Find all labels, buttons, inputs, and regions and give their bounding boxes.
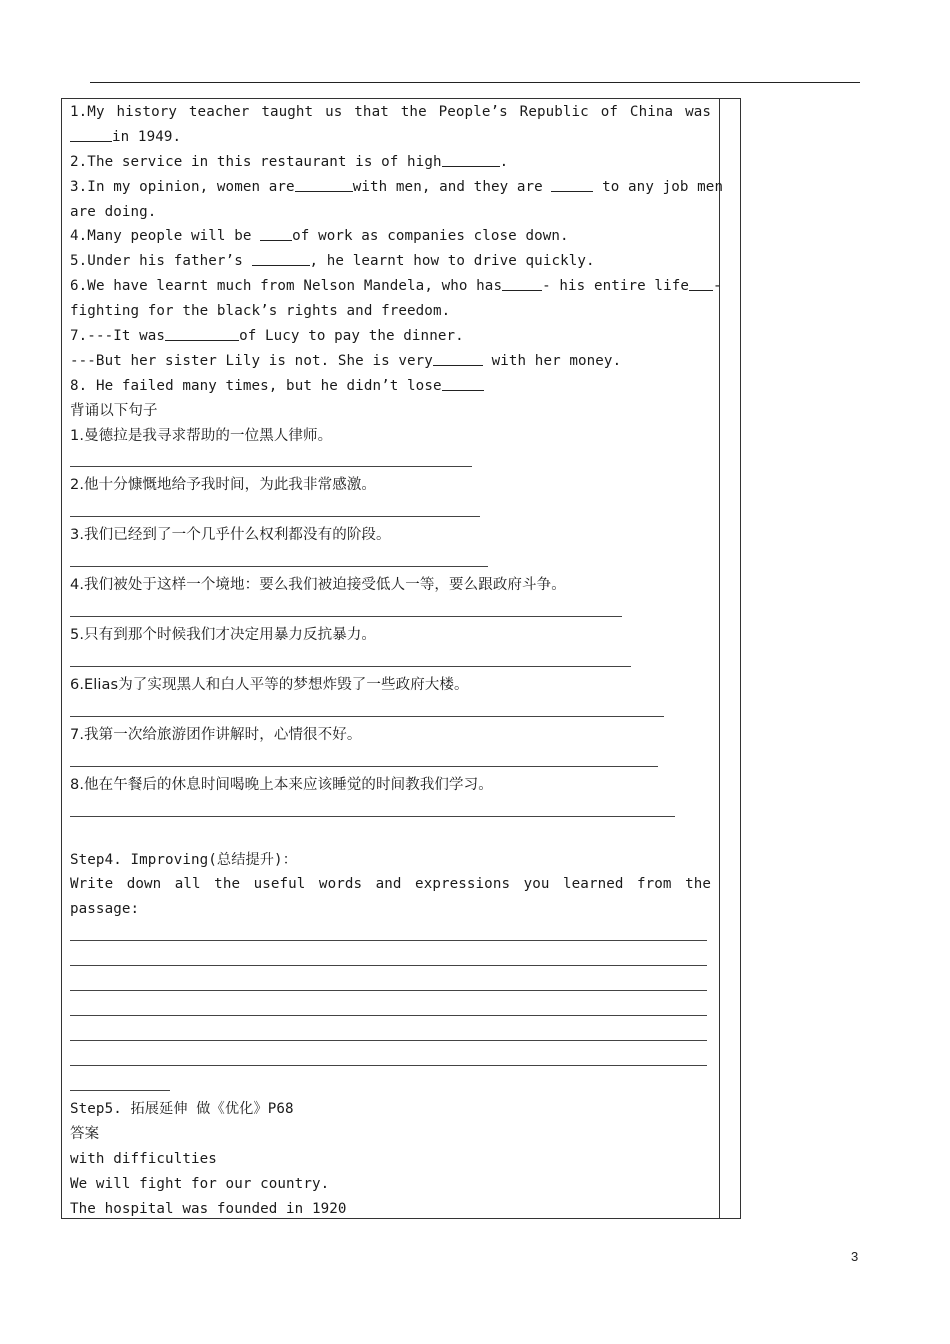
exercise-sentence-5: 5.Under his father’s , he learnt how to drive quickly. bbox=[70, 253, 595, 270]
answer-line[interactable] bbox=[70, 498, 711, 523]
answer-line[interactable] bbox=[70, 1022, 711, 1047]
exercise-sentence-4: 4.Many people will be of work as companies close down. bbox=[70, 228, 569, 245]
table-column-divider bbox=[719, 98, 720, 1219]
fill-blank[interactable] bbox=[260, 226, 292, 241]
fill-blank[interactable] bbox=[295, 177, 353, 192]
answer-line[interactable] bbox=[70, 748, 711, 773]
recite-sentence-3: 3.我们已经到了一个几乎什么权利都没有的阶段。 bbox=[70, 527, 391, 544]
recite-sentence-6: 6.Elias为了实现黑人和白人平等的梦想炸毁了一些政府大楼。 bbox=[70, 677, 469, 694]
fill-blank[interactable] bbox=[165, 326, 239, 341]
recite-sentence-7: 7.我第一次给旅游团作讲解时，心情很不好。 bbox=[70, 726, 362, 743]
step4-instruction: Write down all the useful words and expressions you learned from the bbox=[70, 876, 711, 893]
answer-line[interactable] bbox=[70, 1047, 711, 1072]
fill-blank[interactable] bbox=[551, 177, 593, 192]
exercise-sentence-3-cont: are doing. bbox=[70, 203, 157, 220]
exercise-sentence-6: 6.We have learnt much from Nelson Mandela, who has - his entire life - bbox=[70, 278, 722, 295]
exercise-sentence-2: 2.The service in this restaurant is of high . bbox=[70, 153, 509, 170]
recite-sentence-5: 5.只有到那个时候我们才决定用暴力反抗暴力。 bbox=[70, 627, 377, 644]
exercise-sentence-6-cont: fighting for the black’s rights and freedom. bbox=[70, 303, 451, 320]
worksheet-content bbox=[70, 100, 724, 1222]
recite-sentence-4: 4.我们被处于这样一个境地：要么我们被迫接受低人一等，要么跟政府斗争。 bbox=[70, 577, 566, 594]
recite-sentence-8: 8.他在午餐后的休息时间喝晚上本来应该睡觉的时间教我们学习。 bbox=[70, 776, 493, 793]
answer-line[interactable] bbox=[70, 698, 711, 723]
step4-title: Step4. Improving(总结提升)： bbox=[70, 851, 297, 868]
exercise-sentence-7-cont: ---But her sister Lily is not. She is very with her money. bbox=[70, 352, 622, 369]
header-rule bbox=[90, 82, 860, 83]
answer-line[interactable] bbox=[70, 798, 711, 823]
fill-blank[interactable] bbox=[689, 276, 713, 291]
answers-heading: 答案 bbox=[70, 1126, 100, 1143]
answer-line[interactable] bbox=[70, 648, 711, 673]
fill-blank[interactable] bbox=[442, 376, 484, 391]
answer-text-3: The hospital was founded in 1920 bbox=[70, 1200, 347, 1217]
recite-sentence-1: 1.曼德拉是我寻求帮助的一位黑人律师。 bbox=[70, 427, 333, 444]
answer-line[interactable] bbox=[70, 548, 711, 573]
step5-title: Step5. 拓展延伸 做《优化》P68 bbox=[70, 1101, 294, 1118]
exercise-sentence-8: 8. He failed many times, but he didn’t lose bbox=[70, 374, 711, 399]
recite-heading: 背诵以下句子 bbox=[70, 402, 158, 419]
recite-sentence-2: 2.他十分慷慨地给予我时间，为此我非常感激。 bbox=[70, 477, 377, 494]
answer-line[interactable] bbox=[70, 997, 711, 1022]
answer-text-1: with difficulties bbox=[70, 1151, 217, 1168]
fill-blank[interactable] bbox=[252, 251, 310, 266]
step4-instruction-cont: passage: bbox=[70, 901, 140, 918]
exercise-sentence-7: 7.---It was of Lucy to pay the dinner. bbox=[70, 328, 464, 345]
exercise-sentence-1-cont: in 1949. bbox=[70, 125, 711, 150]
fill-blank[interactable] bbox=[442, 152, 500, 167]
answer-line[interactable] bbox=[70, 972, 711, 997]
page-number: 3 bbox=[851, 1249, 859, 1264]
exercise-sentence-3: 3.In my opinion, women are with men, and they are to any job men bbox=[70, 178, 724, 195]
fill-blank[interactable] bbox=[433, 351, 483, 366]
answer-line[interactable] bbox=[70, 947, 711, 972]
exercise-sentence-1: 1.My history teacher taught us that the People’s Republic of China was bbox=[70, 104, 711, 120]
answer-line[interactable] bbox=[70, 922, 711, 947]
answer-line[interactable] bbox=[70, 1072, 711, 1097]
answer-line[interactable] bbox=[70, 598, 711, 623]
answer-line[interactable] bbox=[70, 448, 711, 473]
fill-blank[interactable] bbox=[502, 276, 542, 291]
answer-text-2: We will fight for our country. bbox=[70, 1175, 330, 1192]
fill-blank[interactable] bbox=[70, 127, 112, 142]
